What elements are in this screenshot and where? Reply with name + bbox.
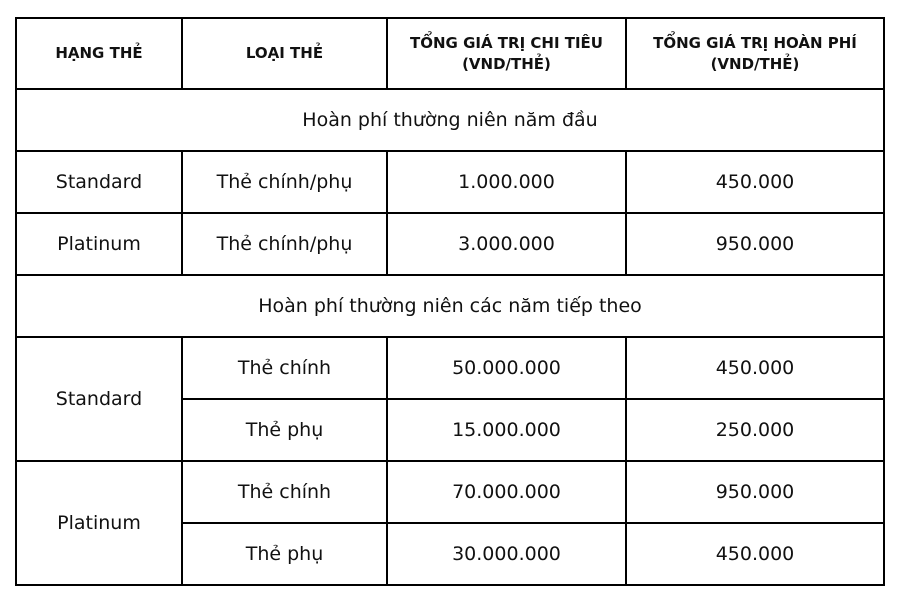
refund-cell: 450.000 — [626, 523, 884, 585]
tier-cell: Platinum — [16, 213, 182, 275]
card-type-cell: Thẻ chính — [182, 337, 387, 399]
refund-cell: 950.000 — [626, 461, 884, 523]
card-type-cell: Thẻ chính/phụ — [182, 213, 387, 275]
header-card-type: LOẠI THẺ — [182, 18, 387, 89]
spending-cell: 50.000.000 — [387, 337, 626, 399]
annual-fee-refund-table — [15, 17, 885, 586]
header-total-spending-line2: (VND/THẺ) — [462, 54, 551, 73]
header-total-refund-line2: (VND/THẺ) — [710, 54, 800, 73]
section-title-following-years: Hoàn phí thường niên các năm tiếp theo — [16, 275, 884, 337]
section-row-following-years — [16, 275, 884, 337]
section-row-first-year — [16, 89, 884, 151]
spending-cell: 15.000.000 — [387, 399, 626, 461]
refund-cell: 450.000 — [626, 337, 884, 399]
card-type-cell: Thẻ phụ — [182, 523, 387, 585]
table-row — [16, 461, 884, 523]
refund-cell: 950.000 — [626, 213, 884, 275]
header-tier: HẠNG THẺ — [16, 18, 182, 89]
header-total-refund — [626, 18, 884, 89]
header-total-spending — [387, 18, 626, 89]
table-row — [16, 337, 884, 399]
card-type-cell: Thẻ chính/phụ — [182, 151, 387, 213]
card-type-cell: Thẻ chính — [182, 461, 387, 523]
table-row — [16, 213, 884, 275]
header-row — [16, 18, 884, 89]
tier-cell: Platinum — [16, 461, 182, 585]
tier-cell: Standard — [16, 337, 182, 461]
spending-cell: 3.000.000 — [387, 213, 626, 275]
spending-cell: 1.000.000 — [387, 151, 626, 213]
spending-cell: 30.000.000 — [387, 523, 626, 585]
card-type-cell: Thẻ phụ — [182, 399, 387, 461]
table-row — [16, 151, 884, 213]
refund-cell: 450.000 — [626, 151, 884, 213]
header-total-refund-line1: TỔNG GIÁ TRỊ HOÀN PHÍ — [653, 33, 857, 52]
tier-cell: Standard — [16, 151, 182, 213]
refund-cell: 250.000 — [626, 399, 884, 461]
header-total-spending-line1: TỔNG GIÁ TRỊ CHI TIÊU — [410, 33, 603, 52]
section-title-first-year: Hoàn phí thường niên năm đầu — [16, 89, 884, 151]
spending-cell: 70.000.000 — [387, 461, 626, 523]
